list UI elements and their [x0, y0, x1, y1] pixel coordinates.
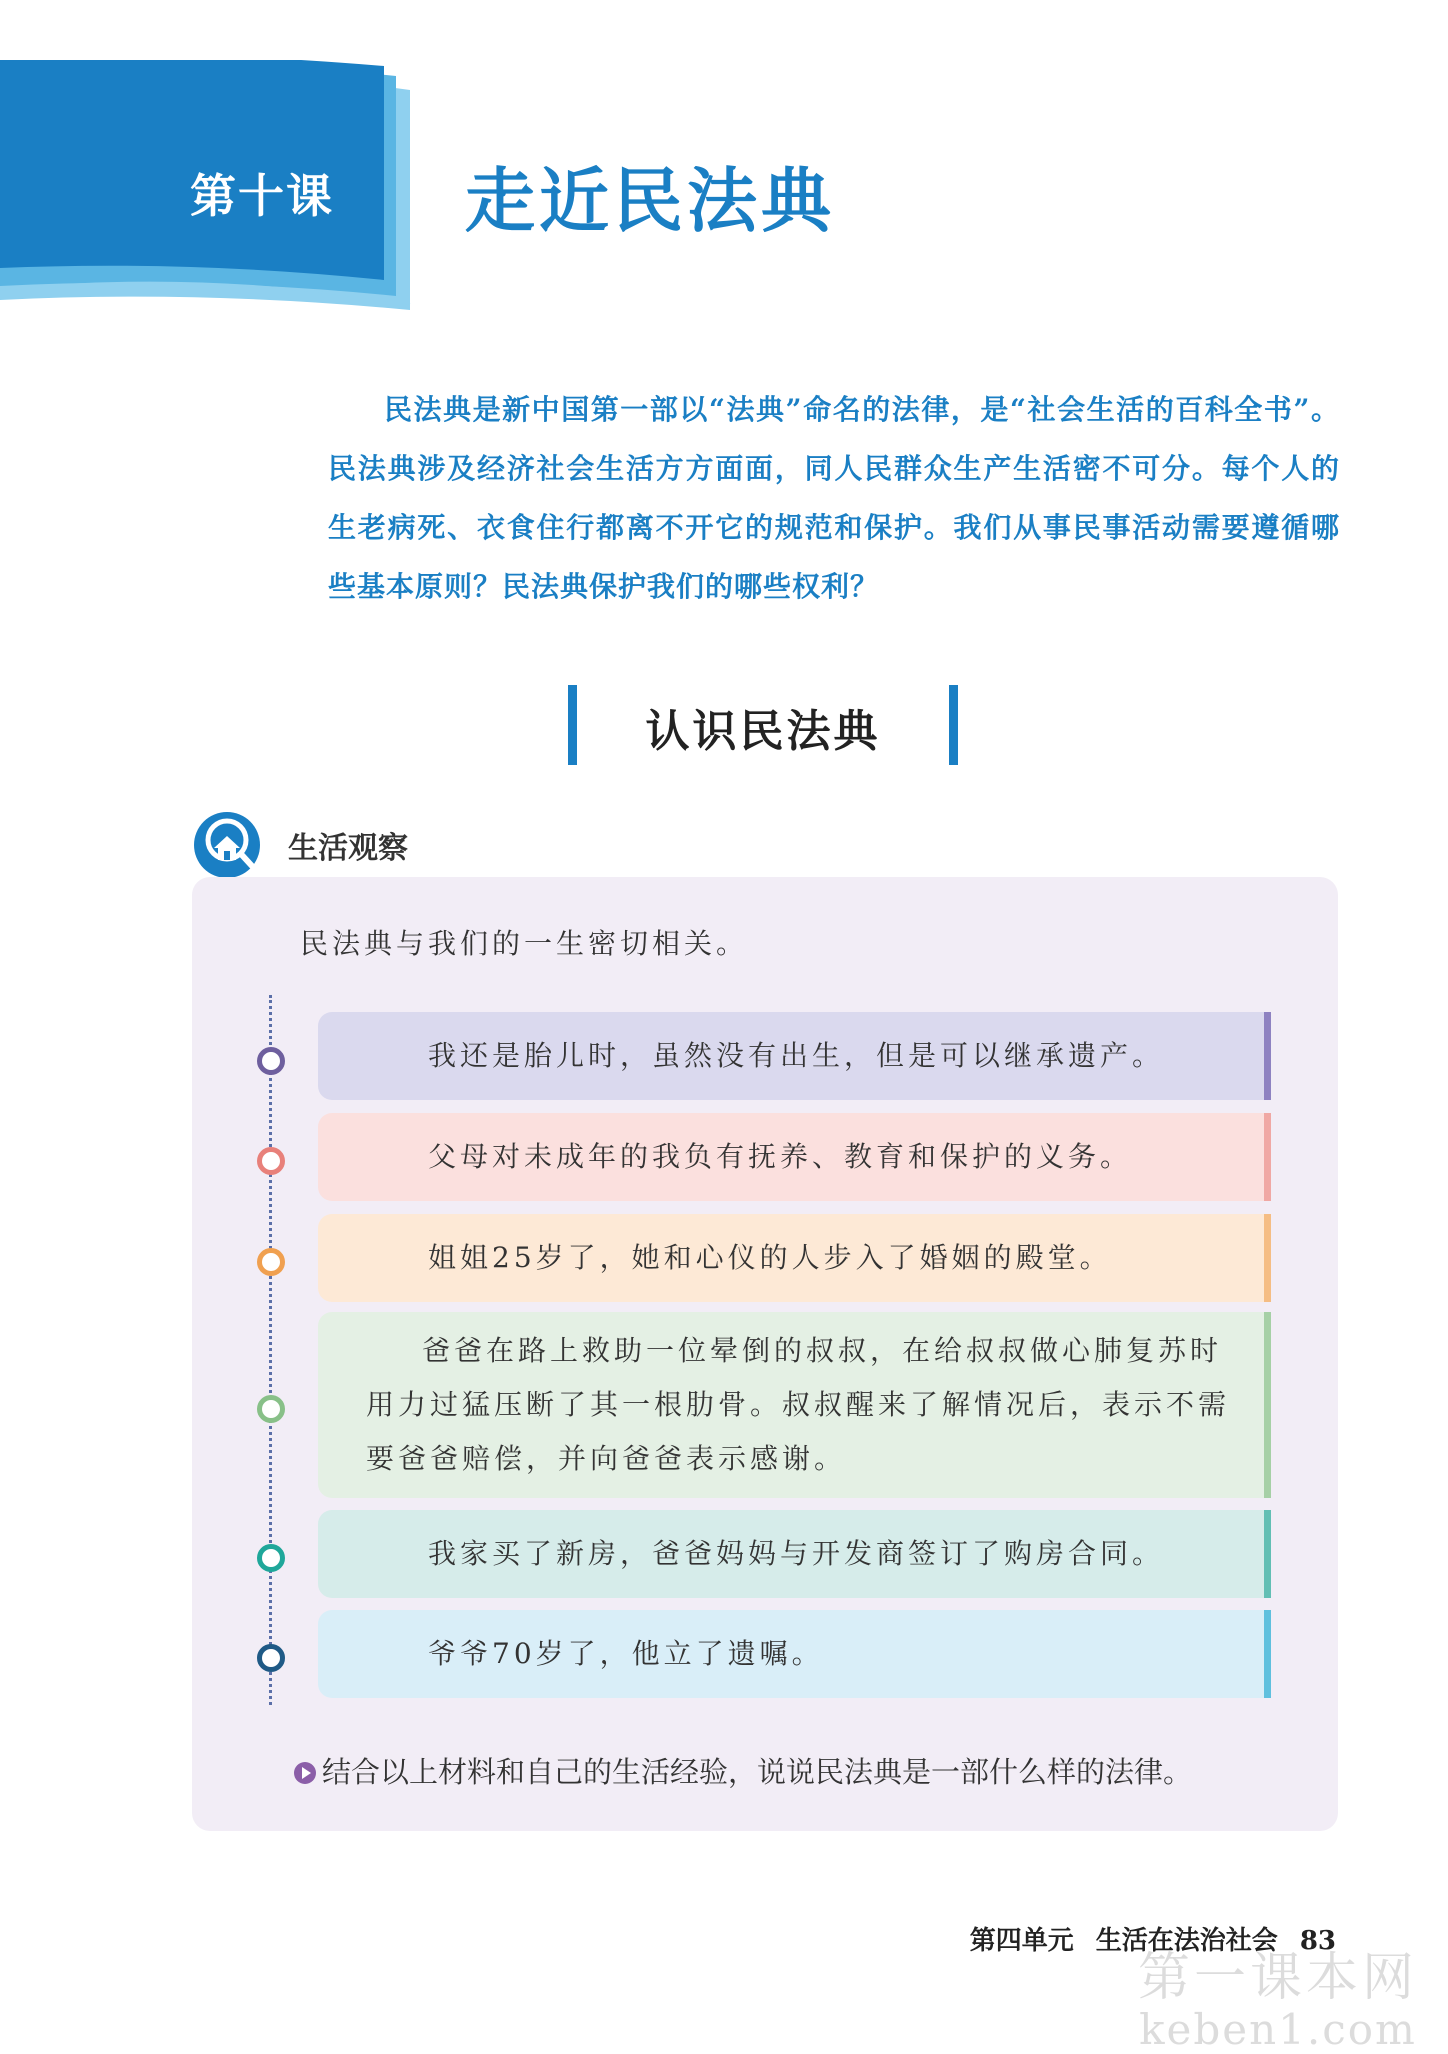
timeline-card-text: 父母对未成年的我负有抚养、教育和保护的义务。	[428, 1140, 1133, 1173]
watermark-line1: 第一课本网	[1137, 1948, 1418, 2008]
lesson-number: 第十课	[190, 169, 334, 223]
timeline-card	[318, 1312, 1271, 1498]
footer-unit-title: 生活在法治社会	[1095, 1926, 1278, 1956]
play-bullet-icon	[294, 1762, 316, 1784]
discussion-prompt-text: 结合以上材料和自己的生活经验，说说民法典是一部什么样的法律。	[322, 1755, 1193, 1789]
timeline-line	[269, 995, 272, 1705]
discussion-prompt	[294, 1750, 1192, 1791]
timeline-card	[318, 1214, 1271, 1302]
timeline-dot	[257, 1544, 285, 1572]
footer-unit: 第四单元	[969, 1926, 1074, 1956]
timeline-card	[318, 1510, 1271, 1598]
section-title: 认识民法典	[645, 706, 881, 757]
observation-intro: 民法典与我们的一生密切相关。	[300, 927, 749, 960]
timeline-card	[318, 1610, 1271, 1698]
timeline-dot	[257, 1395, 285, 1423]
intro-paragraph: 民法典是新中国第一部以“法典”命名的法律，是“社会生活的百科全书”。民法典涉及经济社会生活方方面面，同人民群众生产生活密不可分。每个人的生老病死、衣食住行都离不开它的规范和保护。我们从事民事活动需要遵循哪些基本原则？民法典保护我们的哪些权利？	[328, 393, 1340, 603]
timeline-card-text: 爷爷70岁了，他立了遗嘱。	[428, 1637, 824, 1670]
page-number: 83	[1299, 1926, 1336, 1956]
timeline-dot	[257, 1147, 285, 1175]
timeline-card-text: 我还是胎儿时，虽然没有出生，但是可以继承遗产。	[428, 1039, 1165, 1072]
timeline-card-text: 我家买了新房，爸爸妈妈与开发商签订了购房合同。	[428, 1537, 1165, 1570]
watermark	[1138, 1948, 1418, 2052]
lesson-title: 走近民法典	[465, 160, 835, 242]
timeline-dot	[257, 1644, 285, 1672]
timeline-card-text: 姐姐25岁了，她和心仪的人步入了婚姻的殿堂。	[428, 1241, 1112, 1274]
observation-label: 生活观察	[288, 831, 408, 866]
house-search-icon	[192, 810, 262, 880]
timeline-dot	[257, 1047, 285, 1075]
timeline-card	[318, 1113, 1271, 1201]
section-heading	[568, 685, 958, 765]
section-bar-right	[949, 685, 958, 765]
timeline-dot	[257, 1248, 285, 1276]
timeline-card-text: 爸爸在路上救助一位晕倒的叔叔，在给叔叔做心肺复苏时用力过猛压断了其一根肋骨。叔叔醒来了解情况后，表示不需要爸爸赔偿，并向爸爸表示感谢。	[366, 1334, 1231, 1475]
watermark-line2: keben1.com	[1139, 2005, 1417, 2054]
timeline-card	[318, 1012, 1271, 1100]
